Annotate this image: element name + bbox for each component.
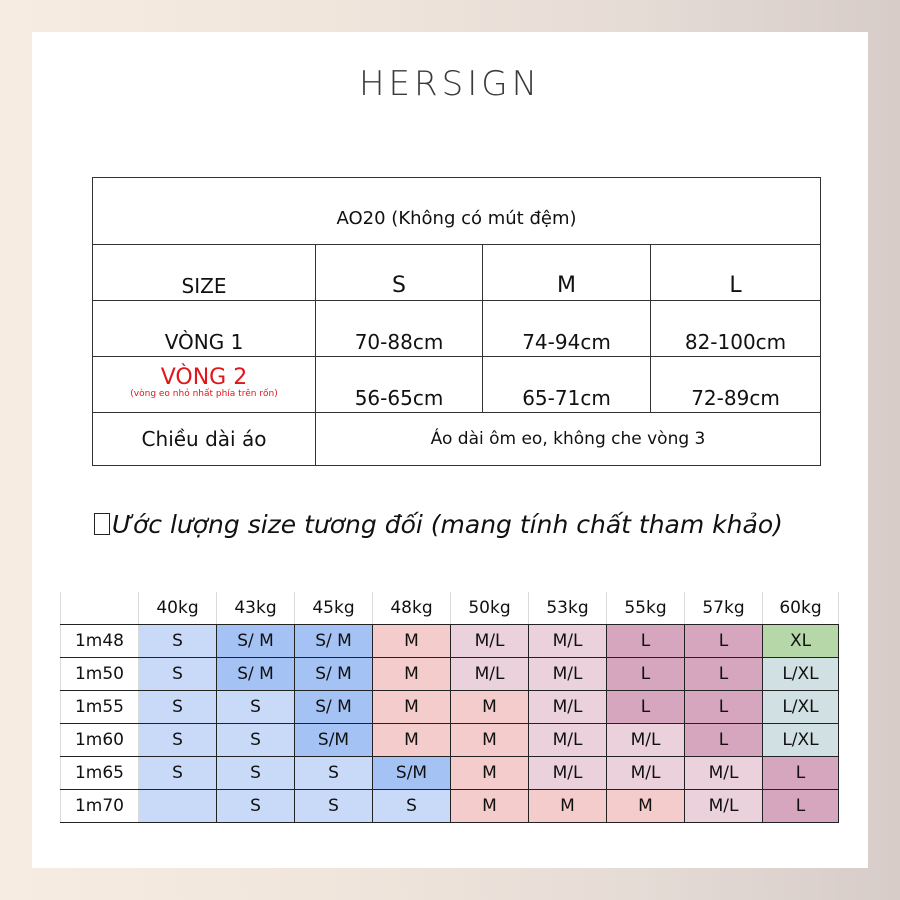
size-row [61, 757, 839, 790]
size-cell: L/XL [763, 724, 839, 757]
size-cell: M/L [529, 658, 607, 691]
size-cell: M [607, 790, 685, 823]
size-cell: S/ M [217, 625, 295, 658]
vong1-l: 82-100cm [651, 301, 821, 357]
size-cell: S [139, 625, 217, 658]
length-label: Chiều dài áo [93, 413, 316, 466]
size-cell: M [451, 757, 529, 790]
size-cell: M [373, 691, 451, 724]
size-cell: M [451, 691, 529, 724]
weight-header: 50kg [451, 592, 529, 625]
size-cell: S [295, 757, 373, 790]
size-cell: L [607, 658, 685, 691]
height-label: 1m70 [61, 790, 139, 823]
size-cell: M [451, 790, 529, 823]
size-cell: L [607, 691, 685, 724]
size-cell: L [685, 724, 763, 757]
size-cell: M/L [685, 757, 763, 790]
size-cell: L [685, 625, 763, 658]
size-cell: L/XL [763, 658, 839, 691]
vong2-l: 72-89cm [651, 357, 821, 413]
spec-title: AO20 (Không có mút đệm) [93, 178, 821, 245]
spec-table [92, 177, 821, 466]
size-cell: S/M [373, 757, 451, 790]
size-cell [139, 790, 217, 823]
size-cell: M/L [529, 724, 607, 757]
weight-header: 55kg [607, 592, 685, 625]
size-m: M [483, 245, 651, 301]
size-cell: L [763, 757, 839, 790]
size-cell: S [217, 724, 295, 757]
weight-header: 48kg [373, 592, 451, 625]
size-cell: S [139, 724, 217, 757]
size-cell: M/L [451, 625, 529, 658]
size-cell: S/ M [295, 658, 373, 691]
size-cell: XL [763, 625, 839, 658]
weight-header: 60kg [763, 592, 839, 625]
size-row [61, 724, 839, 757]
size-cell: M/L [529, 757, 607, 790]
size-row [61, 691, 839, 724]
size-cell: S [139, 757, 217, 790]
weight-header: 53kg [529, 592, 607, 625]
size-cell: M [529, 790, 607, 823]
size-cell: L [685, 658, 763, 691]
weight-header-row [61, 592, 839, 625]
vong2-m: 65-71cm [483, 357, 651, 413]
size-cell: M/L [685, 790, 763, 823]
size-cell: L [607, 625, 685, 658]
vong1-s: 70-88cm [316, 301, 483, 357]
size-cell: M [451, 724, 529, 757]
size-cell: S [217, 691, 295, 724]
size-cell: M [373, 625, 451, 658]
size-cell: L/XL [763, 691, 839, 724]
height-label: 1m60 [61, 724, 139, 757]
vong1-m: 74-94cm [483, 301, 651, 357]
length-note: Áo dài ôm eo, không che vòng 3 [316, 413, 821, 466]
size-row [61, 658, 839, 691]
height-label: 1m50 [61, 658, 139, 691]
weight-header: 40kg [139, 592, 217, 625]
size-cell: M/L [451, 658, 529, 691]
size-cell: L [685, 691, 763, 724]
size-cell: M [373, 724, 451, 757]
vong2-label: VÒNG 2 [160, 365, 248, 390]
size-cell: S [295, 790, 373, 823]
size-estimate-grid [60, 592, 839, 823]
vong1-label: VÒNG 1 [93, 301, 316, 357]
size-s: S [316, 245, 483, 301]
size-cell: M/L [529, 625, 607, 658]
brand-logo: HERSIGN [358, 64, 542, 104]
size-cell: M [373, 658, 451, 691]
size-cell: S/M [295, 724, 373, 757]
size-cell: S [373, 790, 451, 823]
size-cell: L [763, 790, 839, 823]
missing-glyph-icon [94, 513, 110, 535]
size-cell: S [217, 790, 295, 823]
size-cell: S [217, 757, 295, 790]
estimate-heading [94, 510, 783, 539]
weight-header: 43kg [217, 592, 295, 625]
size-row [61, 625, 839, 658]
weight-header: 45kg [295, 592, 373, 625]
corner-cell [61, 592, 139, 625]
size-row [61, 790, 839, 823]
weight-header: 57kg [685, 592, 763, 625]
size-chart-card [32, 32, 868, 868]
vong2-note: (vòng eo nhỏ nhất phía trên rốn) [130, 389, 278, 399]
size-cell: M/L [607, 724, 685, 757]
height-label: 1m55 [61, 691, 139, 724]
size-cell: S [139, 691, 217, 724]
size-cell: M/L [529, 691, 607, 724]
size-l: L [651, 245, 821, 301]
vong2-s: 56-65cm [316, 357, 483, 413]
estimate-heading-text: Ước lượng size tương đối (mang tính chất tham khảo) [112, 510, 783, 539]
height-label: 1m65 [61, 757, 139, 790]
height-label: 1m48 [61, 625, 139, 658]
size-cell: S [139, 658, 217, 691]
size-cell: M/L [607, 757, 685, 790]
size-label: SIZE [93, 245, 316, 301]
size-cell: S/ M [217, 658, 295, 691]
size-cell: S/ M [295, 625, 373, 658]
vong2-cell [93, 357, 316, 413]
size-cell: S/ M [295, 691, 373, 724]
